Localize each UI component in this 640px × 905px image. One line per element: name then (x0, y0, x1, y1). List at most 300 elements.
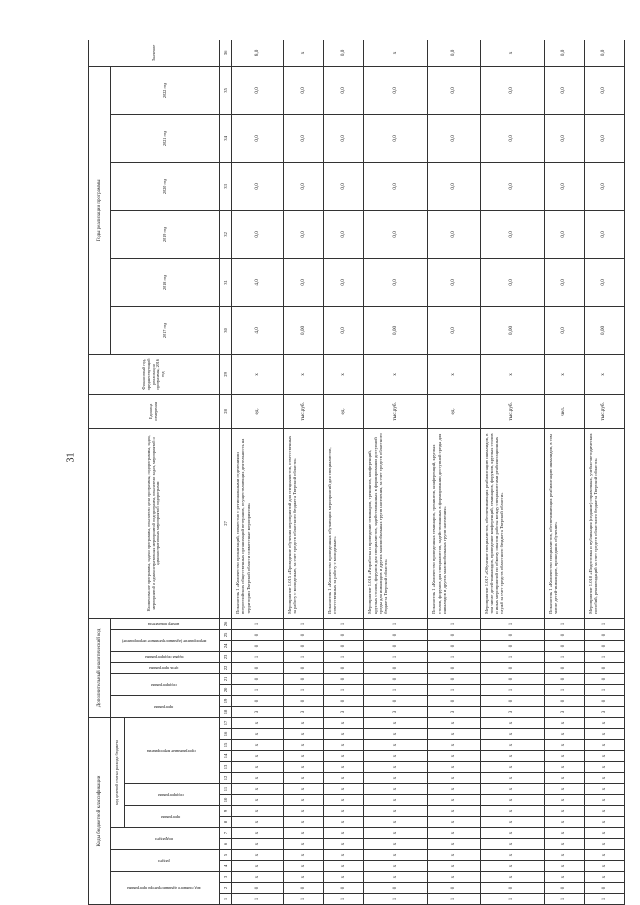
row-base-year: x (428, 354, 480, 394)
year-value: 0,0 (428, 114, 480, 162)
year-2021-header: 2021 год (111, 114, 220, 162)
page-number: 31 (65, 452, 77, 463)
code-cell: x (284, 795, 324, 806)
code-cell: x (324, 806, 364, 817)
code-cell: x (480, 795, 544, 806)
target-value: x (480, 40, 544, 66)
code-cell: 3 (364, 707, 428, 718)
code-cell: x (284, 729, 324, 740)
code-cell: 0 (584, 641, 624, 652)
year-2017-header: 2017 год (111, 306, 220, 354)
code-cell: x (584, 740, 624, 751)
row-unit: чел. (544, 394, 584, 428)
year-value: 0,0 (324, 114, 364, 162)
code-cell: x (480, 773, 544, 784)
row-base-year: x (232, 354, 284, 394)
year-value: 0,0 (284, 114, 324, 162)
row-name: Показатель 1 «Количество организаций, совместно с региональными отделениями всероссийских общественных организаций ветеранов, осуществляющих деятельность на территории Тверской области совместные мероприятия» (232, 428, 284, 618)
column-number: 33 (220, 162, 232, 210)
code-cell: 0 (544, 641, 584, 652)
row-unit: тыс.руб. (284, 394, 324, 428)
target-value: x (364, 40, 428, 66)
code-cell: x (428, 872, 480, 883)
column-number: 29 (220, 354, 232, 394)
year-value: 0,0 (284, 66, 324, 114)
column-number: 21 (220, 674, 232, 685)
year-value: 0,0 (428, 306, 480, 354)
row-name: Мероприятие 1.018 «Подготовка и публикация (издание) справочных, учебно-методических пособий, рекомендаций за счет средств областного бюджета Тверской области» (584, 428, 624, 618)
code-cell: 1 (232, 652, 284, 663)
year-value: 4,0 (232, 258, 284, 306)
year-value: 0,0 (232, 66, 284, 114)
code-cell: 1 (584, 652, 624, 663)
code-cell: 1 (364, 894, 428, 905)
code-cell: 3 (480, 707, 544, 718)
code-cell: 0 (324, 630, 364, 641)
code-cell: x (232, 751, 284, 762)
code-cell: 0 (544, 674, 584, 685)
code-cell: 0 (428, 641, 480, 652)
year-value: 0,0 (584, 210, 624, 258)
column-number: 34 (220, 114, 232, 162)
table-row (284, 40, 324, 905)
table-viewport (88, 40, 625, 905)
code-cell: x (544, 762, 584, 773)
code-cell: 1 (584, 894, 624, 905)
code-cell: 1 (324, 894, 364, 905)
code-cell: x (232, 839, 284, 850)
code-cell: x (364, 839, 428, 850)
year-value: 0,0 (364, 162, 428, 210)
column-number: 24 (220, 641, 232, 652)
code-cell: x (324, 872, 364, 883)
code-cell: 1 (584, 618, 624, 629)
code-cell: x (480, 850, 544, 861)
code-cell: 0 (324, 883, 364, 894)
code-cell: x (544, 751, 584, 762)
code-cell: x (584, 806, 624, 817)
column-number: 36 (220, 40, 232, 66)
program-header: программа (154, 704, 174, 710)
year-value: 0,0 (284, 258, 324, 306)
code-cell: 1 (480, 652, 544, 663)
code-cell: x (232, 861, 284, 872)
program-code-header: программа (161, 814, 181, 820)
year-value: 0,0 (232, 162, 284, 210)
code-cell: x (364, 861, 428, 872)
measure-no-header: номер показателя (148, 622, 180, 628)
column-number: 26 (220, 618, 232, 629)
task-header: задача подпрограммы (144, 655, 184, 661)
column-number: 9 (220, 806, 232, 817)
row-unit: тыс.руб. (584, 394, 624, 428)
code-cell: x (364, 718, 428, 729)
measure-header: мероприятие (административное мероприятие) (121, 638, 207, 644)
program-table (88, 40, 625, 905)
code-cell: x (324, 762, 364, 773)
code-cell: x (480, 839, 544, 850)
section-header: раздел (158, 858, 170, 864)
code-cell: 0 (324, 696, 364, 707)
code-cell: x (364, 806, 428, 817)
code-cell: x (324, 773, 364, 784)
code-cell: x (544, 839, 584, 850)
code-cell: 0 (584, 663, 624, 674)
code-cell: 1 (428, 894, 480, 905)
code-cell: x (480, 762, 544, 773)
code-cell: 1 (364, 685, 428, 696)
code-cell: 0 (364, 883, 428, 894)
year-value: 0,0 (544, 66, 584, 114)
code-cell: 0 (364, 674, 428, 685)
code-cell: 1 (544, 618, 584, 629)
code-cell: 0 (544, 630, 584, 641)
code-cell: x (284, 773, 324, 784)
year-value: 0,0 (232, 210, 284, 258)
code-cell: 0 (232, 883, 284, 894)
code-cell: 0 (544, 696, 584, 707)
code-cell: 0 (544, 883, 584, 894)
target-value: x (284, 40, 324, 66)
row-unit: ед. (232, 394, 284, 428)
column-number: 4 (220, 861, 232, 872)
column-number: 8 (220, 817, 232, 828)
column-number: 14 (220, 751, 232, 762)
row-name: Мероприятие 1.015 «Проведение обучения мероприятий для специалистов, ответственных за работу с молодежью, за счет средств областного бюджета Тверской области» (284, 428, 324, 618)
column-number: 20 (220, 685, 232, 696)
code-cell: x (428, 828, 480, 839)
code-cell: x (232, 828, 284, 839)
code-cell: 1 (232, 894, 284, 905)
row-base-year: x (364, 354, 428, 394)
code-cell: 0 (428, 630, 480, 641)
year-value: 0,0 (428, 210, 480, 258)
year-value: 0,0 (480, 162, 544, 210)
unit-header: Единица измерения (89, 394, 220, 428)
code-cell: x (428, 850, 480, 861)
target-article-header: код целевой статьи расхода бюджета (111, 718, 125, 828)
code-cell: 0 (480, 630, 544, 641)
subsection-header: подраздел (155, 836, 174, 842)
code-cell: 1 (324, 652, 364, 663)
code-cell: x (584, 850, 624, 861)
code-cell: x (480, 740, 544, 751)
column-number: 27 (220, 428, 232, 618)
column-number: 35 (220, 66, 232, 114)
code-cell: 0 (232, 630, 284, 641)
code-cell: x (428, 740, 480, 751)
column-number: 25 (220, 630, 232, 641)
code-cell: 0 (324, 674, 364, 685)
code-cell: x (284, 751, 324, 762)
code-cell: x (584, 839, 624, 850)
year-value: 0,0 (544, 114, 584, 162)
code-cell: x (284, 740, 324, 751)
column-number: 7 (220, 828, 232, 839)
code-cell: x (544, 729, 584, 740)
code-cell: x (584, 817, 624, 828)
code-cell: x (364, 828, 428, 839)
code-cell: x (480, 729, 544, 740)
name-header: Наименование программы, задачи программы, показатели цели программы, подпрограммы, задач, мероприятий и административных мероприятий подпрограмм, показатели задач, мероприятий и административных мероприятий подпрограмм (89, 428, 220, 618)
code-cell: x (544, 740, 584, 751)
year-value: 0,00 (364, 306, 428, 354)
code-cell: x (428, 817, 480, 828)
code-cell: x (324, 718, 364, 729)
row-name: Показатель 1 «Количество специалистов, обеспечивающих реабилитацию инвалидов, в том числе детей-инвалидов, прошедших обучение» (544, 428, 584, 618)
fin-year-header: Финансовый год, предшествующий реализации программы, 2016 год (89, 354, 220, 394)
code-cell: x (480, 861, 544, 872)
column-number: 2 (220, 883, 232, 894)
code-cell: x (232, 784, 284, 795)
table-row (428, 40, 480, 905)
code-cell: x (544, 861, 584, 872)
column-number: 22 (220, 663, 232, 674)
code-cell: x (584, 729, 624, 740)
target-value: 0,0 (324, 40, 364, 66)
year-value: 0,0 (428, 258, 480, 306)
code-cell: x (324, 861, 364, 872)
code-cell: 3 (428, 707, 480, 718)
column-number: 30 (220, 306, 232, 354)
column-number: 19 (220, 696, 232, 707)
row-name: Показатель 1 «Количество проведенных семинаров, тренингов, конференций, круглых столов, форумов для специалистов, задействованных в формировании доступной среды для инвалидов и других маломобильных групп населения» (428, 428, 480, 618)
row-name: Мероприятие 1.017 «Обучение специалистов, обеспечивающих реабилитацию инвалидов, в том числе детей-инвалидов, проведение конференций, семинаров, форумов, круглых столов и иных мероприятий по обмену опытом работы между специалистами реабилитационных служб за счет средств областного бюджета Тверской области» (480, 428, 544, 618)
code-cell: x (544, 795, 584, 806)
code-cell: 0 (324, 663, 364, 674)
code-cell: x (324, 729, 364, 740)
column-number: 32 (220, 210, 232, 258)
year-value: 0,0 (480, 258, 544, 306)
code-cell: x (584, 762, 624, 773)
extra-code-header: Дополнительный аналитический код (89, 618, 111, 717)
year-value: 0,00 (480, 306, 544, 354)
code-cell: x (232, 718, 284, 729)
column-number: 18 (220, 707, 232, 718)
code-cell: 0 (232, 663, 284, 674)
code-cell: x (364, 740, 428, 751)
code-cell: 1 (584, 685, 624, 696)
code-cell: x (480, 817, 544, 828)
code-cell: x (324, 817, 364, 828)
row-unit: тыс.руб. (364, 394, 428, 428)
code-cell: 3 (232, 707, 284, 718)
year-value: 4,0 (232, 306, 284, 354)
year-value: 0,0 (324, 162, 364, 210)
code-cell: x (284, 861, 324, 872)
code-cell: x (584, 718, 624, 729)
code-cell: 0 (480, 883, 544, 894)
year-value: 0,0 (364, 258, 428, 306)
code-cell: x (428, 751, 480, 762)
code-cell: x (584, 872, 624, 883)
row-base-year: x (284, 354, 324, 394)
code-cell: x (232, 729, 284, 740)
code-cell: x (428, 806, 480, 817)
code-cell: x (584, 773, 624, 784)
year-value: 0,0 (324, 66, 364, 114)
column-number: 1 (220, 894, 232, 905)
code-cell: 0 (284, 696, 324, 707)
code-cell: 1 (544, 652, 584, 663)
code-cell: x (428, 784, 480, 795)
column-number: 3 (220, 872, 232, 883)
code-cell: x (284, 817, 324, 828)
code-cell: 0 (364, 641, 428, 652)
year-2019-header: 2019 год (111, 210, 220, 258)
year-value: 0,0 (284, 162, 324, 210)
row-base-year: x (544, 354, 584, 394)
year-value: 0,0 (544, 210, 584, 258)
table-row (480, 40, 544, 905)
year-value: 0,0 (584, 258, 624, 306)
code-cell: 3 (584, 707, 624, 718)
code-cell: 0 (364, 630, 428, 641)
code-cell: x (544, 806, 584, 817)
target-value: 8,0 (232, 40, 284, 66)
code-cell: x (584, 795, 624, 806)
code-cell: x (544, 817, 584, 828)
code-cell: x (364, 784, 428, 795)
code-cell: x (428, 839, 480, 850)
code-cell: x (324, 828, 364, 839)
code-cell: 3 (324, 707, 364, 718)
code-cell: 0 (364, 663, 428, 674)
code-cell: x (232, 806, 284, 817)
code-cell: 0 (544, 663, 584, 674)
code-cell: 0 (480, 641, 544, 652)
row-name: Мероприятие 1.016 «Разработка и проведение семинаров, тренингов, конференций, круглых столов, форумов для специалистов, задействованных в формировании доступной среды для инвалидов и других маломобильных групп населения, за счет средств областного бюджета Тверской области» (364, 428, 428, 618)
column-number: 5 (220, 850, 232, 861)
year-value: 0,0 (480, 66, 544, 114)
column-number: 28 (220, 394, 232, 428)
code-cell: x (428, 729, 480, 740)
program-purpose-header: программные мероприятия (146, 748, 196, 754)
code-cell: 0 (284, 883, 324, 894)
code-cell: 1 (232, 685, 284, 696)
code-cell: 3 (284, 707, 324, 718)
code-cell: x (232, 795, 284, 806)
column-number: 12 (220, 773, 232, 784)
year-value: 0,0 (584, 66, 624, 114)
row-unit: ед. (324, 394, 364, 428)
code-cell: x (284, 784, 324, 795)
column-number: 13 (220, 762, 232, 773)
code-cell: x (544, 850, 584, 861)
code-cell: 1 (480, 685, 544, 696)
row-base-year: x (480, 354, 544, 394)
column-number: 31 (220, 258, 232, 306)
table-row (544, 40, 584, 905)
code-cell: x (324, 784, 364, 795)
purpose-header: цель программы (149, 666, 179, 672)
rotated-sheet (88, 40, 625, 905)
code-cell: x (364, 729, 428, 740)
code-cell: 1 (480, 618, 544, 629)
year-value: 0,0 (544, 258, 584, 306)
target-header: Значение (89, 40, 220, 66)
year-value: 0,0 (584, 162, 624, 210)
code-cell: 1 (544, 685, 584, 696)
target-value: 0,0 (584, 40, 624, 66)
code-cell: 1 (544, 894, 584, 905)
target-value: 0,0 (428, 40, 480, 66)
year-value: 0,0 (428, 162, 480, 210)
code-cell: x (428, 762, 480, 773)
code-cell: 1 (284, 618, 324, 629)
code-cell: x (428, 718, 480, 729)
code-cell: 0 (284, 630, 324, 641)
code-cell: x (544, 872, 584, 883)
code-cell: x (480, 828, 544, 839)
code-cell: 1 (284, 652, 324, 663)
code-cell: x (480, 806, 544, 817)
year-value: 0,0 (324, 306, 364, 354)
column-number: 17 (220, 718, 232, 729)
code-cell: 0 (324, 641, 364, 652)
year-2018-header: 2018 год (111, 258, 220, 306)
table-row (364, 40, 428, 905)
column-number: 11 (220, 784, 232, 795)
code-cell: 1 (284, 894, 324, 905)
target-value: 0,0 (544, 40, 584, 66)
year-2020-header: 2020 год (111, 162, 220, 210)
budget-codes-header: Коды бюджетной классификации (89, 718, 111, 905)
code-cell: x (232, 773, 284, 784)
code-cell: 0 (584, 630, 624, 641)
code-cell: 1 (324, 618, 364, 629)
admin-code-header: код главного администратора программы (127, 886, 201, 892)
code-cell: 1 (284, 685, 324, 696)
year-value: 0,0 (480, 210, 544, 258)
code-cell: x (284, 718, 324, 729)
column-number: 23 (220, 652, 232, 663)
row-unit: тыс.руб. (480, 394, 544, 428)
code-cell: x (544, 784, 584, 795)
code-cell: 1 (480, 894, 544, 905)
code-cell: x (480, 872, 544, 883)
code-cell: 0 (480, 663, 544, 674)
year-value: 0,0 (364, 66, 428, 114)
year-value: 0,0 (364, 114, 428, 162)
row-name: Показатель 1 «Количество проведенных обучающих мероприятий для специалистов, ответственных за работу с молодежью» (324, 428, 364, 618)
code-cell: 0 (428, 883, 480, 894)
code-cell: 1 (428, 685, 480, 696)
code-cell: x (428, 795, 480, 806)
code-cell: 0 (284, 674, 324, 685)
code-cell: x (324, 850, 364, 861)
year-value: 0,0 (324, 210, 364, 258)
column-number: 10 (220, 795, 232, 806)
code-cell: x (284, 850, 324, 861)
code-cell: x (284, 872, 324, 883)
code-cell: 1 (232, 618, 284, 629)
code-cell: 0 (232, 641, 284, 652)
code-cell: x (284, 839, 324, 850)
year-value: 0,00 (284, 306, 324, 354)
code-cell: x (584, 861, 624, 872)
code-cell: x (364, 773, 428, 784)
row-base-year: x (324, 354, 364, 394)
code-cell: 3 (544, 707, 584, 718)
code-cell: x (232, 762, 284, 773)
code-cell: x (232, 872, 284, 883)
code-cell: x (480, 718, 544, 729)
year-value: 0,0 (232, 114, 284, 162)
year-value: 0,0 (284, 210, 324, 258)
code-cell: 0 (428, 674, 480, 685)
code-cell: 0 (584, 883, 624, 894)
